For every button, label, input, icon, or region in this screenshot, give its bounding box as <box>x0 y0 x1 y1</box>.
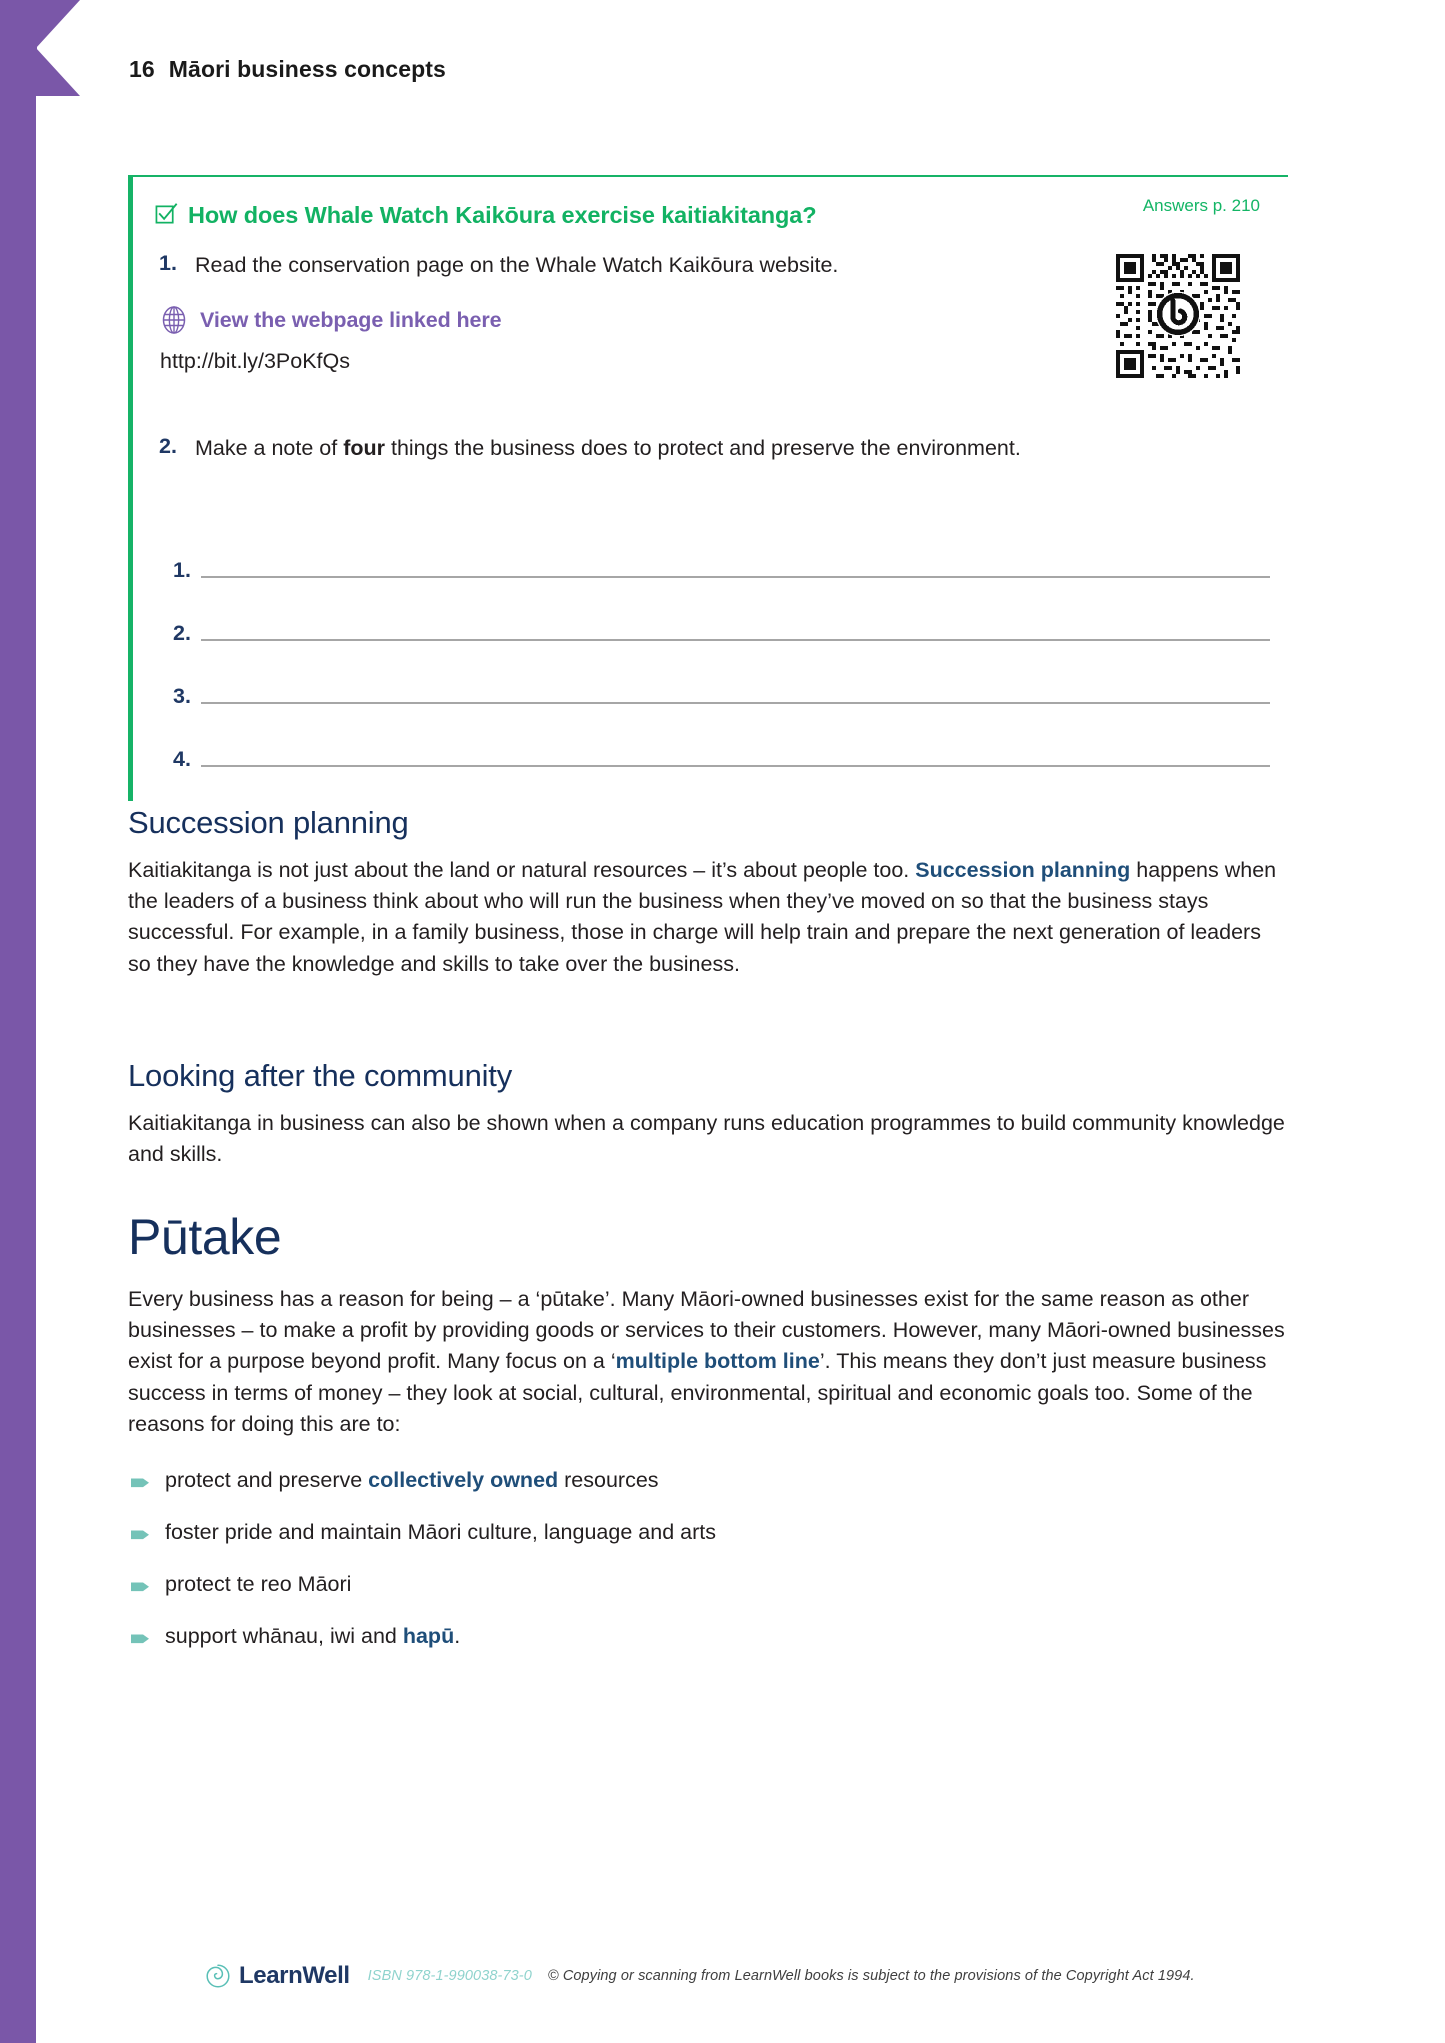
list-item <box>128 1622 1288 1651</box>
section-paragraph: Kaitiakitanga in business can also be shown when a company runs education programmes to build community knowledge and skills. <box>128 1111 1285 1167</box>
putake-paragraph: Every business has a reason for being – a ‘pūtake’. Many Māori-owned businesses exist for the same reason as other businesses – to make a profit by providing goods or services to their customers. However, many Māori-owned businesses exist for a purpose beyond profit. Many focus on a ‘multiple bottom line’. This means they don’t just measure business success in terms of money – they look at social, cultural, environmental, spiritual and economic goals too. Some of the reasons for doing this are to: <box>128 1287 1285 1436</box>
leaf-bullet-icon <box>131 1581 165 1593</box>
leaf-bullet-icon <box>131 1633 165 1645</box>
list-item <box>128 1518 1288 1547</box>
copyright-notice: © Copying or scanning from LearnWell books is subject to the provisions of the Copyright Act 1994. <box>547 1968 1195 1984</box>
page-title: Pūtake <box>128 1209 282 1265</box>
answer-lines <box>133 521 1288 773</box>
running-head <box>129 56 446 83</box>
answer-line-row[interactable] <box>159 521 1288 584</box>
activity-box <box>128 175 1288 801</box>
checkbox-checked-icon <box>155 203 178 226</box>
question-row <box>133 434 1288 462</box>
globe-icon <box>159 305 189 335</box>
question-text: Make a note of four things the business does to protect and preserve the environment. <box>195 436 1021 461</box>
weblink-url[interactable]: http://bit.ly/3PoKfQs <box>160 349 351 374</box>
answer-write-rule[interactable] <box>201 639 1270 641</box>
list-item-text: protect and preserve collectively owned resources <box>165 1467 659 1492</box>
answer-line-number: 3. <box>173 684 191 709</box>
section-succession-planning <box>128 805 1288 980</box>
section-looking-after-community <box>128 1058 1288 1170</box>
list-item-text: support whānau, iwi and hapū. <box>165 1623 461 1648</box>
chapter-title: Māori business concepts <box>168 56 446 82</box>
list-item <box>128 1466 1288 1495</box>
weblink-label[interactable]: View the webpage linked here <box>200 307 502 332</box>
answer-line-row[interactable] <box>159 710 1288 773</box>
question-text: Read the conservation page on the Whale Watch Kaikōura website. <box>195 253 839 277</box>
answer-write-rule[interactable] <box>201 576 1270 578</box>
activity-title: How does Whale Watch Kaikōura exercise kaitiakitanga? <box>188 202 817 228</box>
leaf-bullet-icon <box>131 1529 165 1541</box>
isbn: ISBN 978-1-990038-73-0 <box>367 1968 532 1984</box>
list-item-text: protect te reo Māori <box>165 1571 352 1596</box>
section-putake <box>128 1208 1288 1674</box>
answers-reference: Answers p. 210 <box>1142 196 1260 215</box>
question-number: 1. <box>159 251 177 275</box>
answer-line-number: 1. <box>173 558 191 583</box>
page-number: 16 <box>129 56 155 82</box>
answer-write-rule[interactable] <box>201 765 1270 767</box>
activity-header <box>133 191 1288 229</box>
answer-line-number: 4. <box>173 747 191 772</box>
learnwell-wordmark: LearnWell <box>239 1962 350 1989</box>
answer-write-rule[interactable] <box>201 702 1270 704</box>
question-number: 2. <box>159 434 177 459</box>
list-item <box>128 1570 1288 1599</box>
section-heading: Looking after the community <box>128 1058 513 1093</box>
section-heading: Succession planning <box>128 805 409 840</box>
page-edge-arrow-tab <box>36 0 80 96</box>
answer-line-row[interactable] <box>159 647 1288 710</box>
answer-line-number: 2. <box>173 621 191 646</box>
putake-reasons-list <box>128 1466 1288 1651</box>
qr-code[interactable] <box>1112 250 1244 382</box>
section-paragraph: Kaitiakitanga is not just about the land or natural resources – it’s about people too. Succession planning happens when the leaders of a business think about who will run the business when they’ve moved on so that the business stays successful. For example, in a family business, those in charge will help train and prepare the next generation of leaders so they have the knowledge and skills to take over the business. <box>128 858 1277 976</box>
learnwell-spiral-icon <box>205 1963 231 1989</box>
page-footer <box>205 1962 1195 1990</box>
list-item-text: foster pride and maintain Māori culture, language and arts <box>165 1519 716 1544</box>
page-edge-bar <box>0 0 36 2043</box>
answer-line-row[interactable] <box>159 584 1288 647</box>
leaf-bullet-icon <box>131 1477 165 1489</box>
